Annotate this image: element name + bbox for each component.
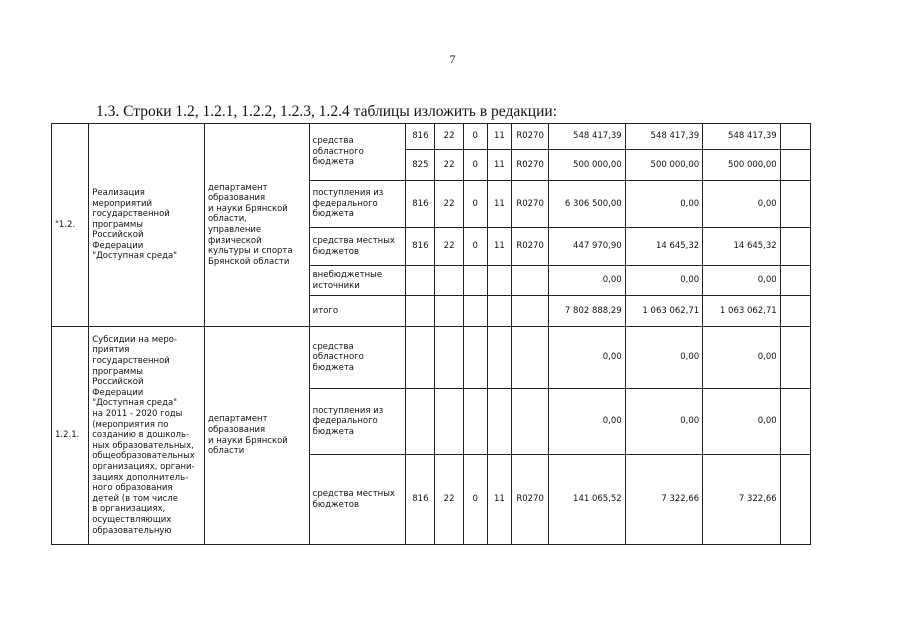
amount-year-3: 0,00	[703, 266, 781, 296]
amount-year-3: 548 417,39	[703, 124, 781, 150]
amount-year-2: 0,00	[625, 327, 703, 389]
section-heading: 1.3. Строки 1.2, 1.2.1, 1.2.2, 1.2.3, 1.2.4 таблицы изложить в редакции:	[96, 103, 557, 120]
empty-cell	[780, 181, 810, 228]
subsection-code: 0	[463, 455, 487, 545]
target-code	[487, 327, 511, 389]
subsection-code: 0	[463, 181, 487, 228]
amount-year-3: 1 063 062,71	[703, 296, 781, 327]
amount-year-1: 0,00	[549, 266, 626, 296]
amount-year-2: 548 417,39	[625, 124, 703, 150]
table-row	[52, 327, 811, 389]
subsection-code: 0	[463, 124, 487, 150]
subsection-code	[463, 389, 487, 455]
page-number: 7	[449, 52, 456, 66]
funding-source: поступления из федерального бюджета	[309, 181, 406, 228]
section-code	[435, 296, 463, 327]
amount-year-3: 14 645,32	[703, 228, 781, 266]
subsection-code	[463, 266, 487, 296]
empty-cell	[780, 124, 810, 150]
amount-year-2: 0,00	[625, 266, 703, 296]
grbs-code: 816	[406, 181, 435, 228]
funding-source: итого	[309, 296, 406, 327]
grbs-code	[406, 327, 435, 389]
amount-year-2: 0,00	[625, 181, 703, 228]
amount-year-3: 0,00	[703, 327, 781, 389]
amount-year-1: 548 417,39	[549, 124, 626, 150]
target-code	[487, 389, 511, 455]
grbs-code: 825	[406, 150, 435, 181]
expense-code: R0270	[511, 455, 548, 545]
funding-source: поступления из федерального бюджета	[309, 389, 406, 455]
amount-year-2: 1 063 062,71	[625, 296, 703, 327]
amount-year-1: 141 065,52	[549, 455, 626, 545]
empty-cell	[780, 389, 810, 455]
funding-source: средства местных бюджетов	[309, 228, 406, 266]
measure-name: Реализация мероприятий государственной программы Российской Федерации "Доступная среда"	[89, 124, 205, 327]
amount-year-2: 500 000,00	[625, 150, 703, 181]
expense-code: R0270	[511, 124, 548, 150]
expense-code: R0270	[511, 150, 548, 181]
section-code	[435, 266, 463, 296]
amount-year-1: 500 000,00	[549, 150, 626, 181]
row-number: "1.2.	[52, 124, 89, 327]
funding-source: средства областного бюджета	[309, 327, 406, 389]
expense-code	[511, 296, 548, 327]
expense-code: R0270	[511, 228, 548, 266]
expense-code	[511, 266, 548, 296]
expense-code	[511, 327, 548, 389]
expense-code	[511, 389, 548, 455]
section-code	[435, 327, 463, 389]
amount-year-1: 7 802 888,29	[549, 296, 626, 327]
subsection-code	[463, 327, 487, 389]
target-code	[487, 266, 511, 296]
section-code	[435, 389, 463, 455]
target-code: 11	[487, 150, 511, 181]
table-row	[52, 124, 811, 150]
target-code: 11	[487, 181, 511, 228]
empty-cell	[780, 327, 810, 389]
funding-source: средства областного бюджета	[309, 124, 406, 181]
amount-year-3: 0,00	[703, 389, 781, 455]
amount-year-3: 500 000,00	[703, 150, 781, 181]
measure-name: Субсидии на меро- приятия государственной программы Российской Федерации "Доступная среда" на 2011 - 2020 годы (мероприятия по созданию в дошколь- ных образовательных, общеобразовательных организациях, органи- зациях дополнитель- ного образования детей (в том числе в организациях, осуществляющих образовательную	[89, 327, 205, 545]
empty-cell	[780, 296, 810, 327]
empty-cell	[780, 455, 810, 545]
amount-year-1: 0,00	[549, 327, 626, 389]
section-code: 22	[435, 150, 463, 181]
funding-source: средства местных бюджетов	[309, 455, 406, 545]
target-code	[487, 296, 511, 327]
subsection-code: 0	[463, 150, 487, 181]
row-number: 1.2.1.	[52, 327, 89, 545]
subsection-code	[463, 296, 487, 327]
section-code: 22	[435, 455, 463, 545]
amount-year-2: 14 645,32	[625, 228, 703, 266]
section-code: 22	[435, 124, 463, 150]
amount-year-2: 7 322,66	[625, 455, 703, 545]
empty-cell	[780, 150, 810, 181]
executor: департамент образования и науки Брянской области, управление физической культуры и спорта Брянской области	[204, 124, 309, 327]
grbs-code	[406, 296, 435, 327]
target-code: 11	[487, 124, 511, 150]
section-code: 22	[435, 181, 463, 228]
grbs-code: 816	[406, 124, 435, 150]
funding-source: внебюджетные источники	[309, 266, 406, 296]
empty-cell	[780, 266, 810, 296]
empty-cell	[780, 228, 810, 266]
target-code: 11	[487, 455, 511, 545]
grbs-code	[406, 389, 435, 455]
grbs-code: 816	[406, 455, 435, 545]
grbs-code	[406, 266, 435, 296]
amount-year-1: 447 970,90	[549, 228, 626, 266]
amount-year-3: 0,00	[703, 181, 781, 228]
amount-year-2: 0,00	[625, 389, 703, 455]
amount-year-1: 0,00	[549, 389, 626, 455]
grbs-code: 816	[406, 228, 435, 266]
budget-table	[51, 123, 811, 545]
amount-year-3: 7 322,66	[703, 455, 781, 545]
expense-code: R0270	[511, 181, 548, 228]
target-code: 11	[487, 228, 511, 266]
section-code: 22	[435, 228, 463, 266]
amount-year-1: 6 306 500,00	[549, 181, 626, 228]
executor: департамент образования и науки Брянской области	[204, 327, 309, 545]
subsection-code: 0	[463, 228, 487, 266]
